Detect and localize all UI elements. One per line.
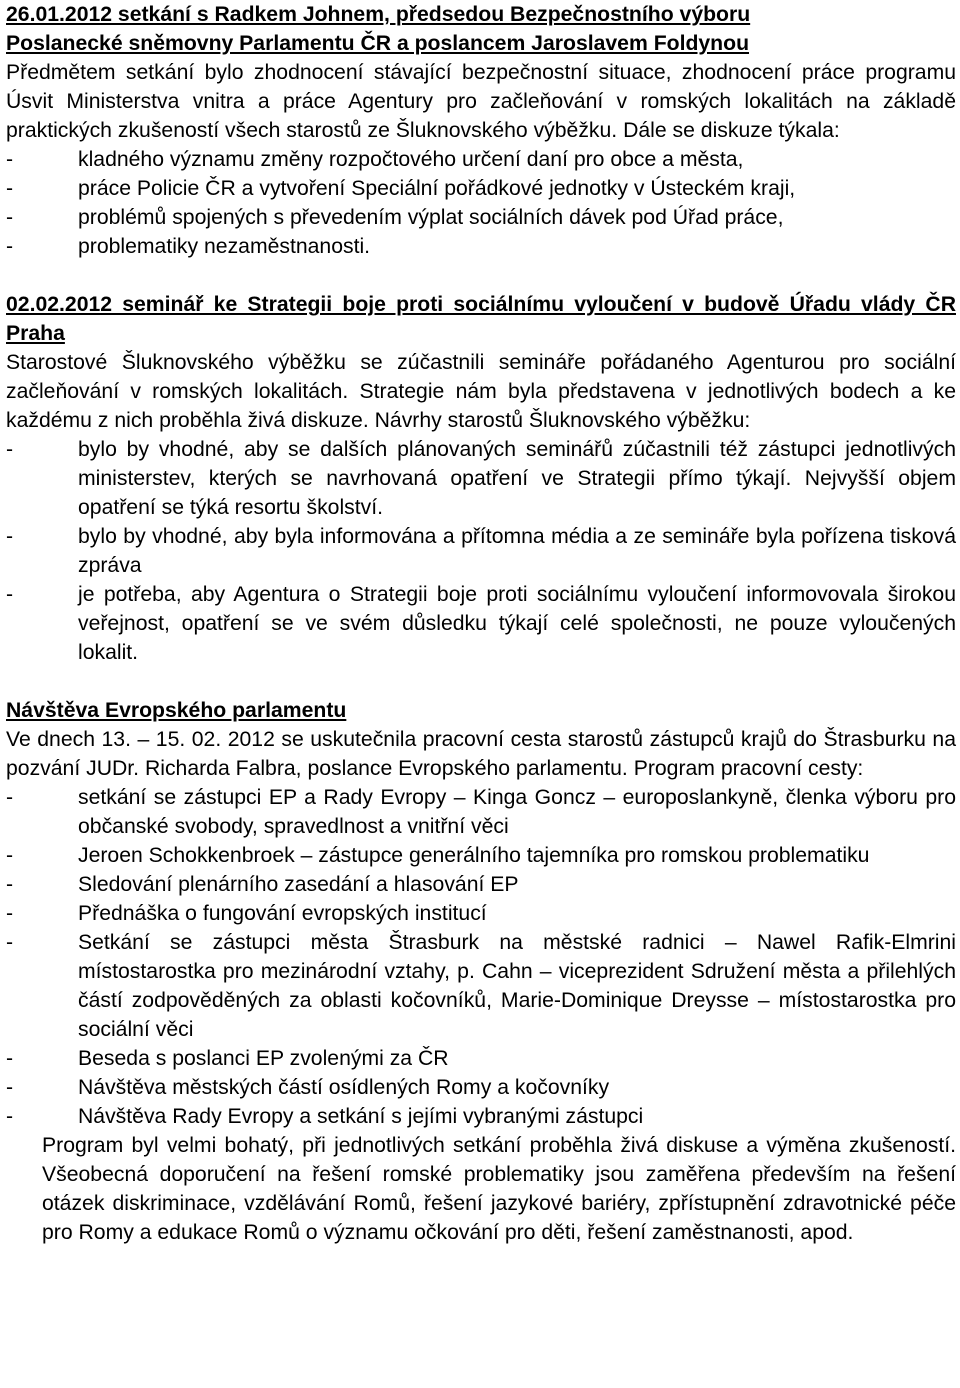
section-spacer [6,667,956,696]
list-item: - bylo by vhodné, aby se dalších plánovaných seminářů zúčastnili též zástupci jednotlivých ministerstev, kterých se navrhovaná opatření ve Strategii přímo týkají. Nejvyšší objem opatření se týká resortu školství. [6,435,956,522]
list-item: - je potřeba, aby Agentura o Strategii boje proti sociálnímu vyloučení informovovala širokou veřejnost, opatření se ve svém důsledku týkají celé společnosti, ne pouze vyloučených lokalit. [6,580,956,667]
list-item: - Návštěva Rady Evropy a setkání s jejími vybranými zástupci [6,1102,956,1131]
section-closing-paragraph: Program byl velmi bohatý, při jednotlivých setkání proběhla živá diskuse a výměna zkušeností. Všeobecná doporučení na řešení romské problematiky jsou zaměřena především na řešení otázek diskriminace, vzdělávání Romů, řešení jazykové bariéry, zpřístupnění zdravotnické péče pro Romy a edukace Romů o významu očkování pro děti, řešení zaměstnanosti, apod. [42,1134,956,1244]
list-item: - práce Policie ČR a vytvoření Speciální pořádkové jednotky v Ústeckém kraji, [6,174,956,203]
discussion-topics-list [6,145,956,261]
section-paragraph-ep-visit: Ve dnech 13. – 15. 02. 2012 se uskutečnila pracovní cesta starostů zástupců krajů do Štrasburku na pozvání JUDr. Richarda Falbra, poslance Evropského parlamentu. Program pracovní cesty: [6,728,956,780]
mayors-proposals-list [6,435,956,667]
section-heading-ep-visit: Návštěva Evropského parlamentu [6,699,347,722]
list-item: - Návštěva městských částí osídlených Romy a kočovníky [6,1073,956,1102]
heading-line-2: Poslanecké sněmovny Parlamentu ČR a poslancem Jaroslavem Foldynou [6,32,750,55]
list-item: - problematiky nezaměstnanosti. [6,232,956,261]
list-item: - Přednáška o fungování evropských institucí [6,899,956,928]
list-item: - Jeroen Schokkenbroek – zástupce generálního tajemníka pro romskou problematiku [6,841,956,870]
list-item: - Beseda s poslanci EP zvolenými za ČR [6,1044,956,1073]
section-paragraph-meeting: Předmětem setkání bylo zhodnocení stávající bezpečnostní situace, zhodnocení práce programu Úsvit Ministerstva vnitra a práce Agentury pro začleňování v romských lokalitách na základě praktických zkušeností všech starostů ze Šluknovského výběžku. Dále se diskuze týkala: [6,61,956,142]
section-heading-meeting [6,0,956,58]
list-item: - Setkání se zástupci města Štrasburk na městské radnici – Nawel Rafik-Elmrini místostarostka pro mezinárodní vztahy, p. Cahn – viceprezident Sdružení města a přilehlých částí zodpověděných za oblasti kočovníků, Marie-Dominique Dreysse – místostarostka pro sociální věci [6,928,956,1044]
section-heading-seminar: 02.02.2012 seminář ke Strategii boje proti sociálnímu vyloučení v budově Úřadu vlády ČR Praha [6,293,956,345]
section-spacer [6,261,956,290]
list-item: - problémů spojených s převedením výplat sociálních dávek pod Úřad práce, [6,203,956,232]
list-item: - Sledování plenárního zasedání a hlasování EP [6,870,956,899]
section-paragraph-seminar: Starostové Šluknovského výběžku se zúčastnili semináře pořádaného Agenturou pro sociální začleňování v romských lokalitách. Strategie nám byla představena v jednotlivých bodech a ke každému z nich proběhla živá diskuze. Návrhy starostů Šluknovského výběžku: [6,351,956,432]
heading-line-1: 26.01.2012 setkání s Radkem Johnem, předsedou Bezpečnostního výboru [6,3,751,26]
list-item: - bylo by vhodné, aby byla informována a přítomna média a ze semináře byla pořízena tisková zpráva [6,522,956,580]
list-item: - setkání se zástupci EP a Rady Evropy – Kinga Goncz – europoslankyně, členka výboru pro občanské svobody, spravedlnost a vnitřní věci [6,783,956,841]
trip-program-list [6,783,956,1131]
list-item: - kladného významu změny rozpočtového určení daní pro obce a města, [6,145,956,174]
